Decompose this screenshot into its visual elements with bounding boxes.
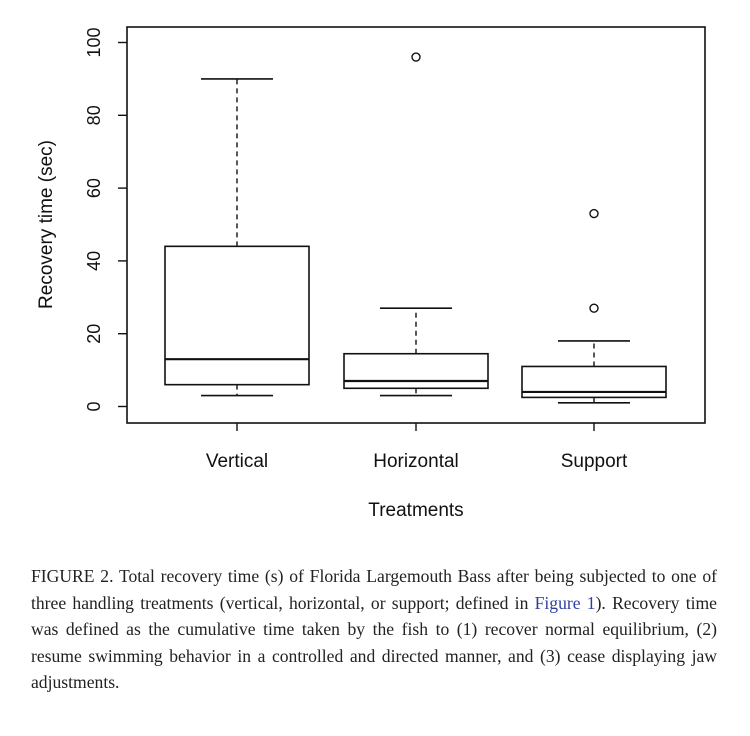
x-tick-label: Support <box>560 451 628 472</box>
figure-1-link[interactable]: Figure 1 <box>534 592 596 613</box>
y-tick-label: 20 <box>84 323 104 344</box>
y-tick-label: 40 <box>84 250 104 271</box>
y-tick-label: 60 <box>84 178 104 199</box>
support-outlier <box>590 210 598 218</box>
caption-text-end: ). Recovery time was defined as the cumulative time taken by the fish to (1) recover normal equilibrium, (2) resume swimming behavior in a controlled and directed manner, and (3) cease displaying jaw adjustments. <box>31 592 717 693</box>
caption-text-start: Total recovery time (s) of Florida Largemouth Bass after being subjected to one of three handling treatments (vertical, horizontal, or support; defined in <box>31 566 717 613</box>
figure-caption <box>31 563 717 696</box>
horizontal-outlier <box>412 53 420 61</box>
x-axis-label: Treatments <box>368 500 464 521</box>
y-tick-label: 100 <box>84 27 104 58</box>
y-tick-label: 0 <box>84 401 104 412</box>
caption-label: FIGURE 2. <box>31 566 114 586</box>
x-tick-label: Horizontal <box>373 451 459 472</box>
y-axis-label: Recovery time (sec) <box>36 140 57 309</box>
vertical-box <box>165 246 309 384</box>
horizontal-box <box>344 354 488 389</box>
support-outlier <box>590 304 598 312</box>
x-tick-label: Vertical <box>205 451 269 472</box>
y-tick-label: 80 <box>84 105 104 126</box>
